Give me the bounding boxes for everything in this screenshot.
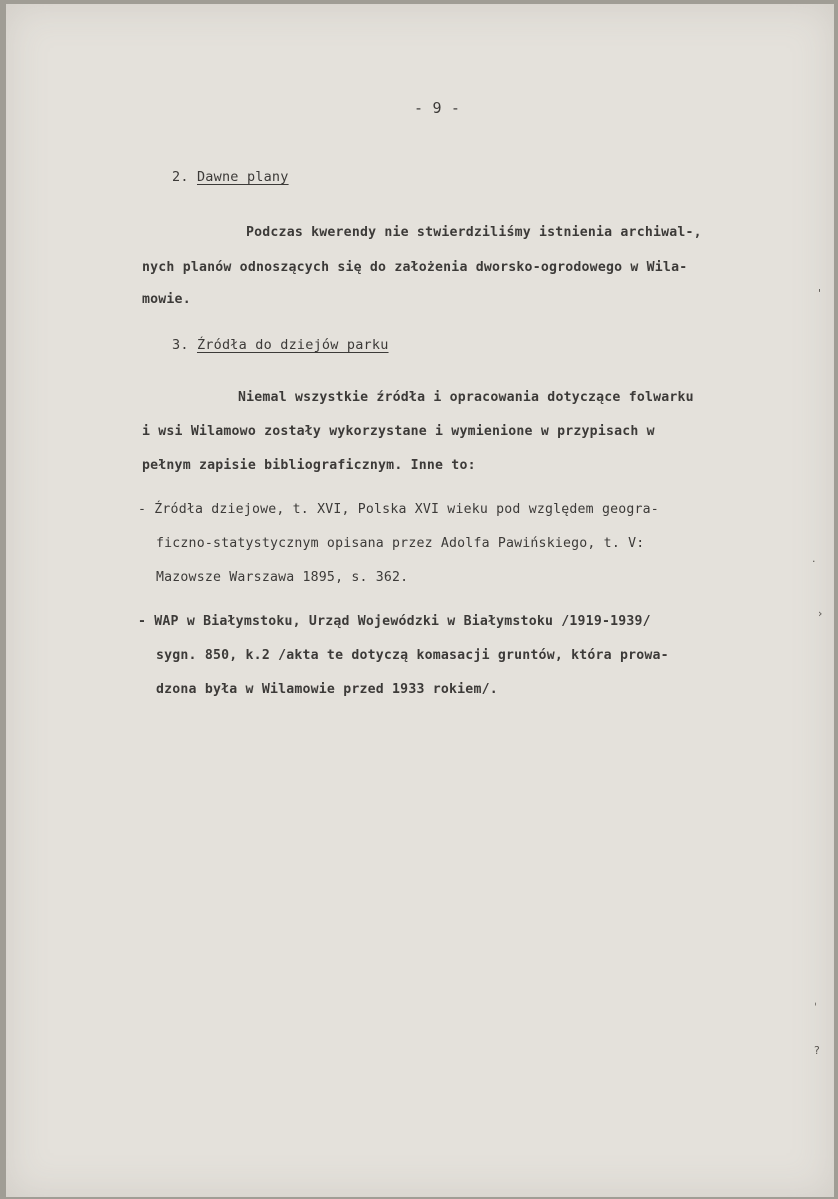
- scan-mark: ˌ: [814, 994, 818, 1007]
- list-item-2-line-3: dzona była w Wilamowie przed 1933 rokiem/.: [156, 682, 498, 697]
- scan-mark: ': [818, 287, 822, 300]
- scan-mark: ›: [818, 607, 823, 620]
- list-item-1-line-2: ficzno-statystycznym opisana przez Adolfa Pawińskiego, t. V:: [156, 536, 645, 551]
- page-number: - 9 -: [414, 99, 461, 117]
- section-2-heading: [172, 169, 289, 185]
- section-3-heading: [172, 337, 389, 353]
- section-2-number: 2.: [172, 169, 189, 185]
- scan-mark: .: [812, 552, 816, 565]
- list-item-2-line-2: sygn. 850, k.2 /akta te dotyczą komasacji gruntów, która prowa-: [156, 648, 669, 663]
- section-3-line-1: Niemal wszystkie źródła i opracowania dotyczące folwarku: [238, 390, 694, 405]
- document-page: [6, 4, 834, 1197]
- list-item-1-line-1: - Źródła dziejowe, t. XVI, Polska XVI wieku pod względem geogra-: [138, 502, 659, 517]
- section-2-line-1: Podczas kwerendy nie stwierdziliśmy istnienia archiwal-,: [246, 225, 702, 240]
- list-item-2-line-1: - WAP w Białymstoku, Urząd Wojewódzki w Białymstoku /1919-1939/: [138, 614, 651, 629]
- section-3-title: Źródła do dziejów parku: [196, 337, 389, 353]
- list-item-1-line-3: Mazowsze Warszawa 1895, s. 362.: [156, 570, 409, 585]
- section-3-line-3: pełnym zapisie bibliograficznym. Inne to:: [142, 458, 476, 473]
- section-3-number: 3.: [172, 337, 189, 353]
- scan-mark: ?: [814, 1044, 821, 1057]
- section-2-line-3: mowie.: [142, 292, 191, 307]
- section-2-title: Dawne plany: [196, 169, 289, 185]
- section-3-line-2: i wsi Wilamowo zostały wykorzystane i wymienione w przypisach w: [142, 424, 655, 439]
- section-2-line-2: nych planów odnoszących się do założenia dworsko-ogrodowego w Wila-: [142, 260, 688, 275]
